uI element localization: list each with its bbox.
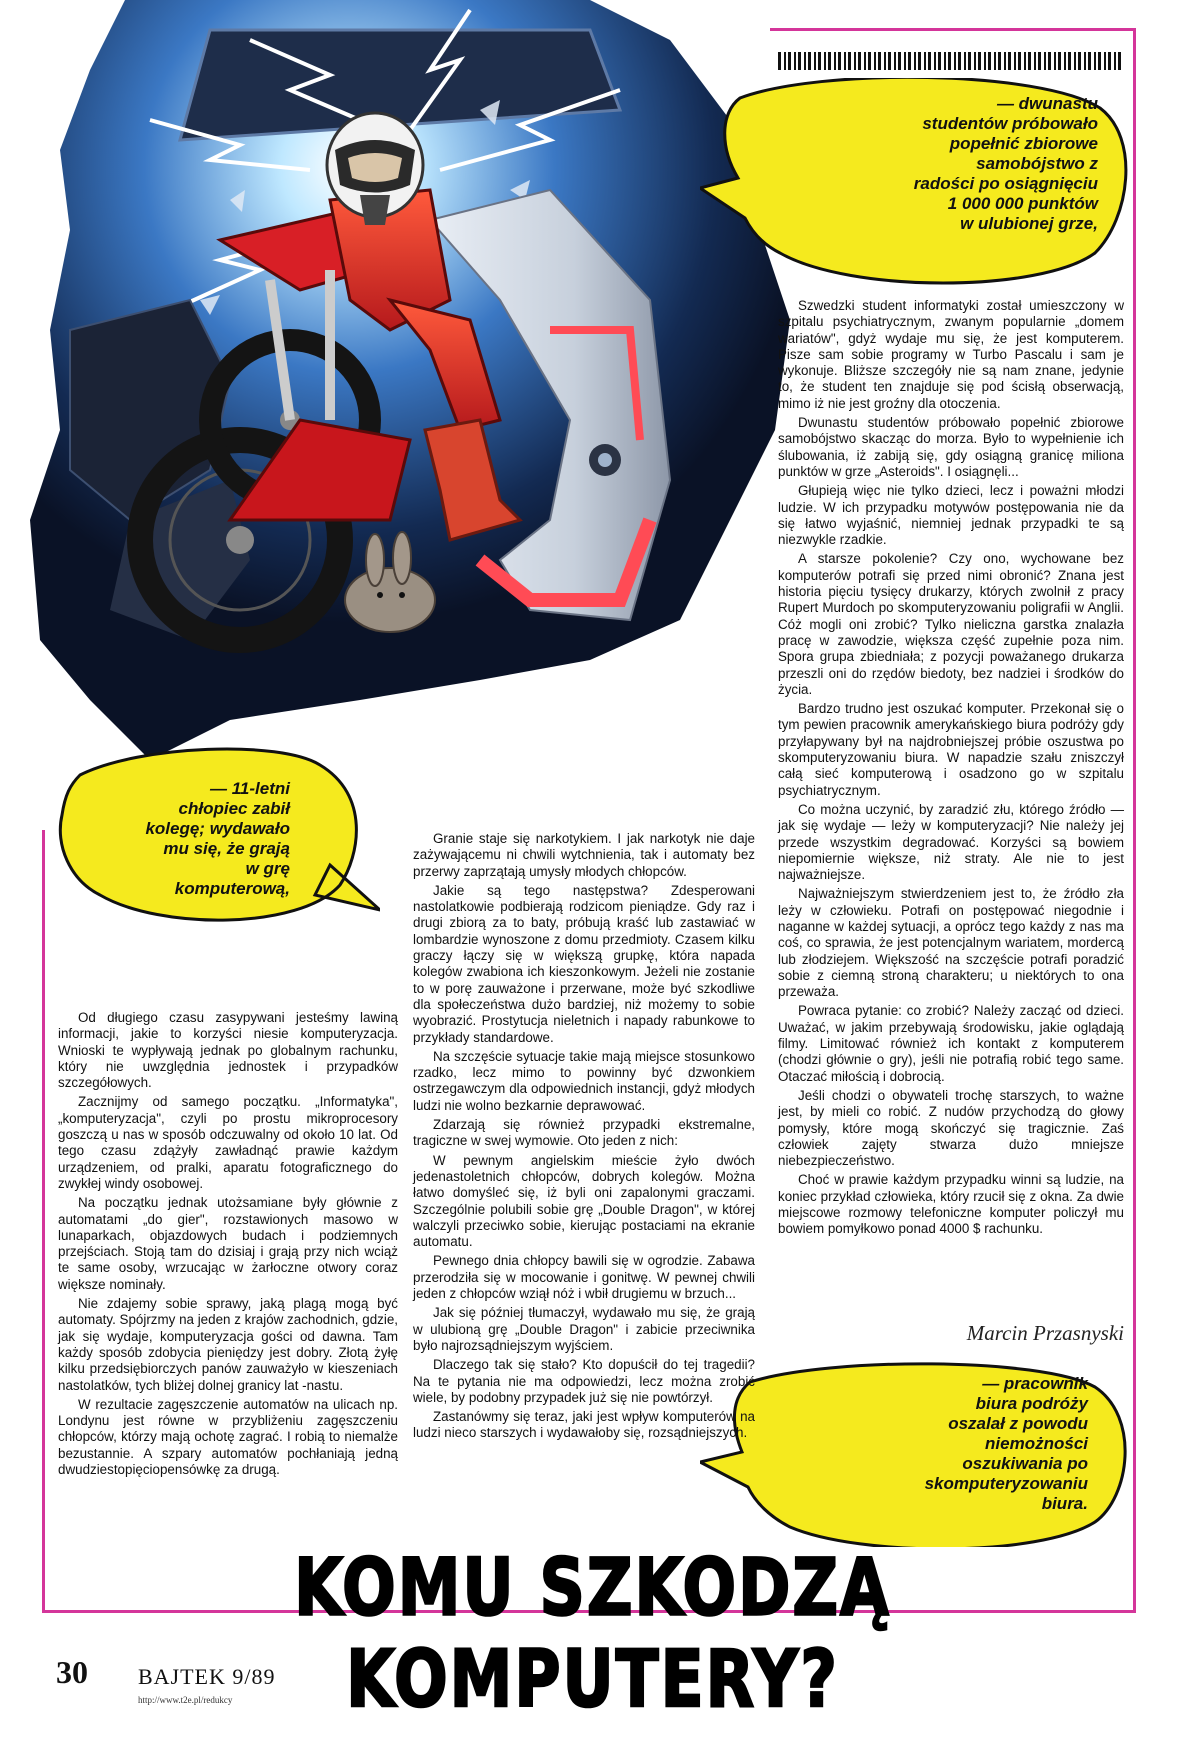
quote-bubble-boy (50, 745, 380, 925)
paragraph: Zacznijmy od samego początku. „Informatyka", „komputeryzacja", czyli po prostu mikroprocesory goszczą u nas w sposób odczuwalny od około 10 lat. Od tego czasu zdążyły zawładnąć prawie każdym urządzeniem, od pralki, aparatu fotograficznego do zwykłej windy osobowej. (58, 1094, 398, 1191)
paragraph: Od długiego czasu zasypywani jesteśmy lawiną informacji, jakie to korzyści niesie komputeryzacja. Wnioski te wypływają jednak po globalnym rachunku, który nie uwzględnia jednostek i przypadków szczegółowych. (58, 1010, 398, 1091)
paragraph: Powraca pytanie: co zrobić? Należy zacząć od dzieci. Uważać, w jakim przebywają środowisku, jakie oglądają filmy. Limitować również ich kontakt z komputerem (chodzi głównie o gry), jeśli nie potrafią robić tego same. Otaczać miłością i dobrocią. (778, 1003, 1124, 1084)
page-number: 30 (56, 1654, 88, 1690)
paragraph: Choć w prawie każdym przypadku winni są ludzie, na koniec przykład człowieka, który rzucił się z okna. Za dwie miejscowe rozmowy telefoniczne komputer policzył mu bowiem pomyłkowo ponad 4000 $ rachunku. (778, 1172, 1124, 1237)
paragraph: Głupieją więc nie tylko dzieci, lecz i poważni młodzi ludzie. W ich przypadku motywów postępowania nie da się łatwo wyjaśnić, niemniej jednak przypadki te są niezwykle rzadkie. (778, 483, 1124, 548)
paragraph: Jak się później tłumaczył, wydawało mu się, że grają w ulubioną grę „Double Dragon" i zabicie przeciwnika było najrozsądniejszym wyjściem. (413, 1305, 755, 1353)
paragraph: Jakie są tego następstwa? Zdesperowani nastolatkowie podbierają rodzicom pieniądze. Gdy raz i drugi zbiorą za to baty, próbują kraść lub zastawiać w lombardzie wynoszone z domu przedmioty. Czasem kilku graczy łączy się w większą grupkę, która napada kolegów zwabiona ich kieszonkowym. Jeżeli nie zostanie to w porę zauważone i przerwane, może być szkodliwe dla społeczeństwa dużo bardziej, niż możemy to sobie wyobrazić. Prostytucja nieletnich i napady rabunkowe to przykłady standardowe. (413, 882, 755, 1045)
quote-bubble-boy-text: — 11-letni chłopiec zabił kolegę; wydawało mu się, że grają w grę komputerową, (145, 779, 290, 898)
quote-bubble-students-text: — dwunastu studentów próbowało popełnić zbiorowe samobójstwo z radości po osiągnięciu 1 000 000 punktów w ulubionej grze, (913, 94, 1098, 233)
paragraph: A starsze pokolenie? Czy ono, wychowane bez komputerów potrafi się przed nimi obronić? Znana jest historia pięciu tysięcy drukarzy, których zwolnił z pracy Rupert Murdoch po skomputeryzowaniu poligrafii w Anglii. Cóż mogli oni zrobić? Tylko nieliczna garstka znalazła pracę w zawodzie, większa część zupełnie poza nim. Spora grupa zbiedniała; z pozycji poważanego drukarza przeszli oni do rzędów biedoty, bez nadziei i środków do życia. (778, 551, 1124, 697)
paragraph: Najważniejszym stwierdzeniem jest to, że źródło zła leży w człowieku. Potrafi on postępować niegodnie i naganne w każdej sytuacji, a oprócz tego każdy z nas ma coś, co sprawia, że jest potencjalnym wariatem, mordercą lub złodziejem. Większość na szczęście potrafi poradzić sobie z ciemną stroną charakteru; u niektórych to ona przeważa. (778, 886, 1124, 1000)
source-url: http://www.t2e.pl/redukcy (138, 1695, 233, 1705)
paragraph: Dwunastu studentów próbowało popełnić zbiorowe samobójstwo skacząc do morza. Było to wypełnienie ich ślubowania, iż zabiją się, gdy osiągną granicę miliona punktów w grze „Asteroids". I osiągnęli... (778, 415, 1124, 479)
paragraph: Pewnego dnia chłopcy bawili się w ogrodzie. Zabawa przerodziła się w mocowanie i gonitwę. W pewnej chwili jeden z chłopców wziął nóż i wbił drugiemu w brzuch... (413, 1253, 755, 1302)
paragraph: Jeśli chodzi o obywateli trochę starszych, to ważne jest, by mieli co robić. Z nudów przychodzą do głowy pomysły, które mogą skończyć się tragicznie. Zaś człowiek zajęty stwarza dużo mniejsze niebezpieczeństwo. (778, 1087, 1124, 1169)
quote-bubble-students (700, 78, 1130, 288)
paragraph: Na początku jednak utożsamiane były głównie z automatami „do gier", rozstawionych masowo w lunaparkach, objazdowych budach i podziemnych przejściach. Stoją tam do dzisiaj i grają przy nich wciąż te same osoby, wrzucając w żarłoczne otwory coraz większe nominały. (58, 1195, 398, 1292)
magazine-issue: BAJTEK 9/89 (138, 1664, 276, 1689)
paragraph: Co można uczynić, by zaradzić złu, którego źródło — jak się wydaje — leży w komputeryzacji? Nie należy jej przede wszystkim degradować. Korzyści są bowiem niepomiernie większe, niż straty. Ale nie to jest najważniejsze. (778, 801, 1124, 883)
paragraph: Na szczęście sytuacje takie mają miejsce stosunkowo rzadko, lecz mimo to powinny być dzwonkiem ostrzegawczym dla odpowiednich instancji, gdyż młodych ludzi nie wolno bezkarnie deprawować. (413, 1048, 755, 1113)
frame-left-line (42, 830, 45, 1610)
paragraph: Szwedzki student informatyki został umieszczony w szpitalu psychiatrycznym, zwanym popularnie „domem wariatów", gdyż wydaje mu się, że jest komputerem. Pisze sam sobie programy w Turbo Pascalu i sam je wykonuje. Bliższe szczegóły nie są nam znane, jedynie to, że student ten znajduje się pod ścisłą obserwacją, mimo iż nie jest groźny dla otoczenia. (778, 298, 1124, 411)
paragraph: Bardzo trudno jest oszukać komputer. Przekonał się o tym pewien pracownik amerykańskiego biura podróży gdy przyłapywany był na najdrobniejszej próbie oszustwa po skomputeryzowaniu biura. W napadzie szału zniszczył całą sieć komputerową i osadzono go w szpitalu psychiatrycznym. (778, 701, 1124, 798)
paragraph: Dlaczego tak się stało? Kto dopuścił do tej tragedii? Na te pytania nie ma odpowiedzi, lecz można zrobić wiele, by podobny przypadek już się nie powtórzył. (413, 1357, 755, 1405)
article-headline: KOMU SZKODZĄ KOMPUTERY? (294, 1542, 891, 1725)
author-signature: Marcin Przasnyski (966, 1321, 1124, 1345)
quote-bubble-travel-agent-text: — pracownik biura podróży oszalał z powodu niemożności oszukiwania po skomputeryzowaniu biura. (924, 1374, 1088, 1513)
quote-bubble-travel-agent (700, 1362, 1130, 1547)
paragraph: Granie staje się narkotykiem. I jak narkotyk nie daje zażywającemu ni chwili wytchnienia, tak i automaty bez przerwy zaprzątają umysły młodych chłopców. (413, 831, 755, 879)
article-column-right (778, 298, 1124, 1241)
article-column-left (58, 1010, 398, 1481)
article-column-middle (413, 831, 755, 1445)
paragraph: Zdarzają się również przypadki ekstremalne, tragiczne w swej wymowie. Oto jeden z nich: (413, 1117, 755, 1149)
paragraph: Nie zdajemy sobie sprawy, jaką plagą mogą być automaty. Spójrzmy na jeden z krajów zachodnich, gdzie, jak się wydaje, komputeryzacja gości od dawna. Tam każdy sposób zdobycia pieniędzy jest dobry. Złotą żyłę kilku przedsiębiorczych panów zauważyło w kieszeniach nastolatków, tych bliżej dolnej granicy lat -nastu. (58, 1296, 398, 1393)
paragraph: W pewnym angielskim mieście żyło dwóch jedenastoletnich chłopców, dobrych kolegów. Można łatwo domyśleć się, iż byli oni zapalonymi graczami. Szczególnie polubili sobie grę „Double Dragon", w której walczyli przeciwko sobie, kierując postaciami na ekranie automatu. (413, 1152, 755, 1250)
paragraph: W rezultacie zagęszczenie automatów na ulicach np. Londynu jest równe w przybliżeniu zagęszczeniu chłopców, którzy mają ochotę zagrać. I robią to niemalże bezustannie. A szpary automatów pochłaniają jedną dwudziestopięciopensówkę za drugą. (58, 1396, 398, 1478)
frame-right-line (1133, 28, 1136, 1610)
paragraph: Zastanówmy się teraz, jaki jest wpływ komputerów na ludzi nieco starszych i wydawałoby się, rozsądniejszych. (413, 1409, 755, 1441)
